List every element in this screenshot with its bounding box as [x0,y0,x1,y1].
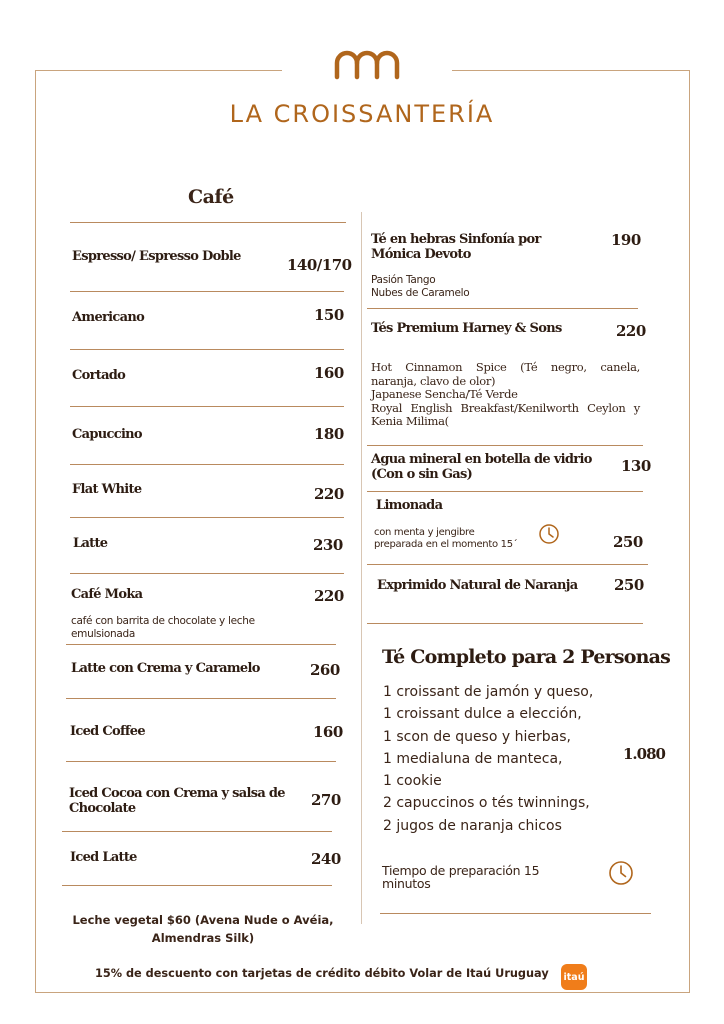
menu-item-price: 220 [314,485,344,503]
menu-item-price: 260 [310,661,340,679]
menu-item-price: 160 [313,723,343,741]
divider [62,885,332,886]
list-item: 1 croissant de jamón y queso, [383,684,594,700]
menu-item-price: 250 [614,576,644,594]
divider [70,517,344,518]
frame-top-left [35,70,282,71]
menu-item-name: Limonada [376,498,443,513]
list-item: 1 croissant dulce a elección, [383,706,582,723]
menu-item-description: Pasión Tango Nubes de Caramelo [371,274,470,299]
divider [70,349,344,350]
divider [367,445,643,446]
menu-item-name: Espresso/ Espresso Doble [72,249,241,264]
vegetal-milk-note: Leche vegetal $60 (Avena Nude o Avéia, Almendras Silk) [72,913,334,945]
menu-item-name: Agua mineral en botella de vidrio (Con o sin Gas) [371,452,592,482]
frame-left [35,70,36,993]
divider [66,698,336,699]
itau-logo: itaú [561,964,587,990]
menu-item-name: Latte [73,536,108,551]
column-divider [361,212,362,924]
divider [62,831,332,832]
te-completo-list [383,681,593,837]
menu-item-price: 130 [621,457,651,475]
list-item: 1 medialuna de manteca, [383,750,563,767]
menu-item-name: Cortado [72,368,126,383]
divider [70,222,346,223]
section-title: Café [188,186,234,208]
menu-item-price: 230 [313,536,343,554]
menu-item-name: Flat White [72,482,142,497]
menu-item-name: Latte con Crema y Caramelo [71,661,260,676]
clock-icon [538,523,560,545]
menu-item-price: 220 [616,322,646,340]
menu-item-price: 190 [611,231,641,249]
menu-item-name: Exprimido Natural de Naranja [377,578,578,593]
divider [66,761,336,762]
divider [66,644,336,645]
frame-bottom [35,992,690,993]
croissant-logo-icon [334,47,400,81]
brand-name: LA CROISSANTERÍA [229,100,495,128]
frame-top-right [452,70,690,71]
list-item: 1 scon de queso y hierbas, [383,728,571,745]
divider [367,623,643,624]
list-item: 2 jugos de naranja chicos [383,817,562,834]
divider [367,308,638,309]
menu-item-price: 140/170 [287,256,352,274]
menu-item-description: café con barrita de chocolate y leche emulsionada [71,615,255,640]
menu-item-name: Capuccino [72,427,142,442]
menu-item-description: Hot Cinnamon Spice (Té negro, canela, naranja, clavo de olor) Japanese Sencha/Té Verde Royal English Breakfast/Kenilworth Ceylon y Kenia Milima( [371,360,640,428]
frame-right [689,70,690,993]
divider [380,913,651,914]
te-completo-title: Té Completo para 2 Personas [382,646,671,668]
menu-item-name: Tés Premium Harney & Sons [371,321,562,336]
divider [70,464,344,465]
menu-item-price: 180 [314,425,344,443]
menu-item-name: Café Moka [71,587,143,602]
menu-item-price: 250 [613,533,643,551]
menu-item-name: Té en hebras Sinfonía por Mónica Devoto [371,232,541,262]
divider [70,406,344,407]
menu-item-name: Iced Coffee [70,724,145,739]
list-item: 2 capuccinos o tés twinnings, [383,795,590,812]
menu-item-price: 160 [314,364,344,382]
menu-item-description: con menta y jengibre preparada en el momento 15´ [374,527,518,550]
menu-item-name: Americano [72,310,145,325]
divider [367,564,648,565]
menu-item-price: 220 [314,587,344,605]
divider [70,291,344,292]
menu-item-price: 270 [311,791,341,809]
list-item: 1 cookie [383,773,442,790]
divider [367,491,643,492]
prep-time: Tiempo de preparación 15 minutos [382,863,540,891]
discount-note: 15% de descuento con tarjetas de crédito débito Volar de Itaú Uruguay [95,967,549,980]
menu-item-name: Iced Cocoa con Crema y salsa de Chocolate [69,786,285,816]
clock-icon [608,860,634,886]
menu-item-name: Iced Latte [70,850,137,865]
te-completo-price: 1.080 [623,745,665,763]
menu-item-price: 240 [311,850,341,868]
menu-item-price: 150 [314,306,344,324]
divider [70,573,344,574]
